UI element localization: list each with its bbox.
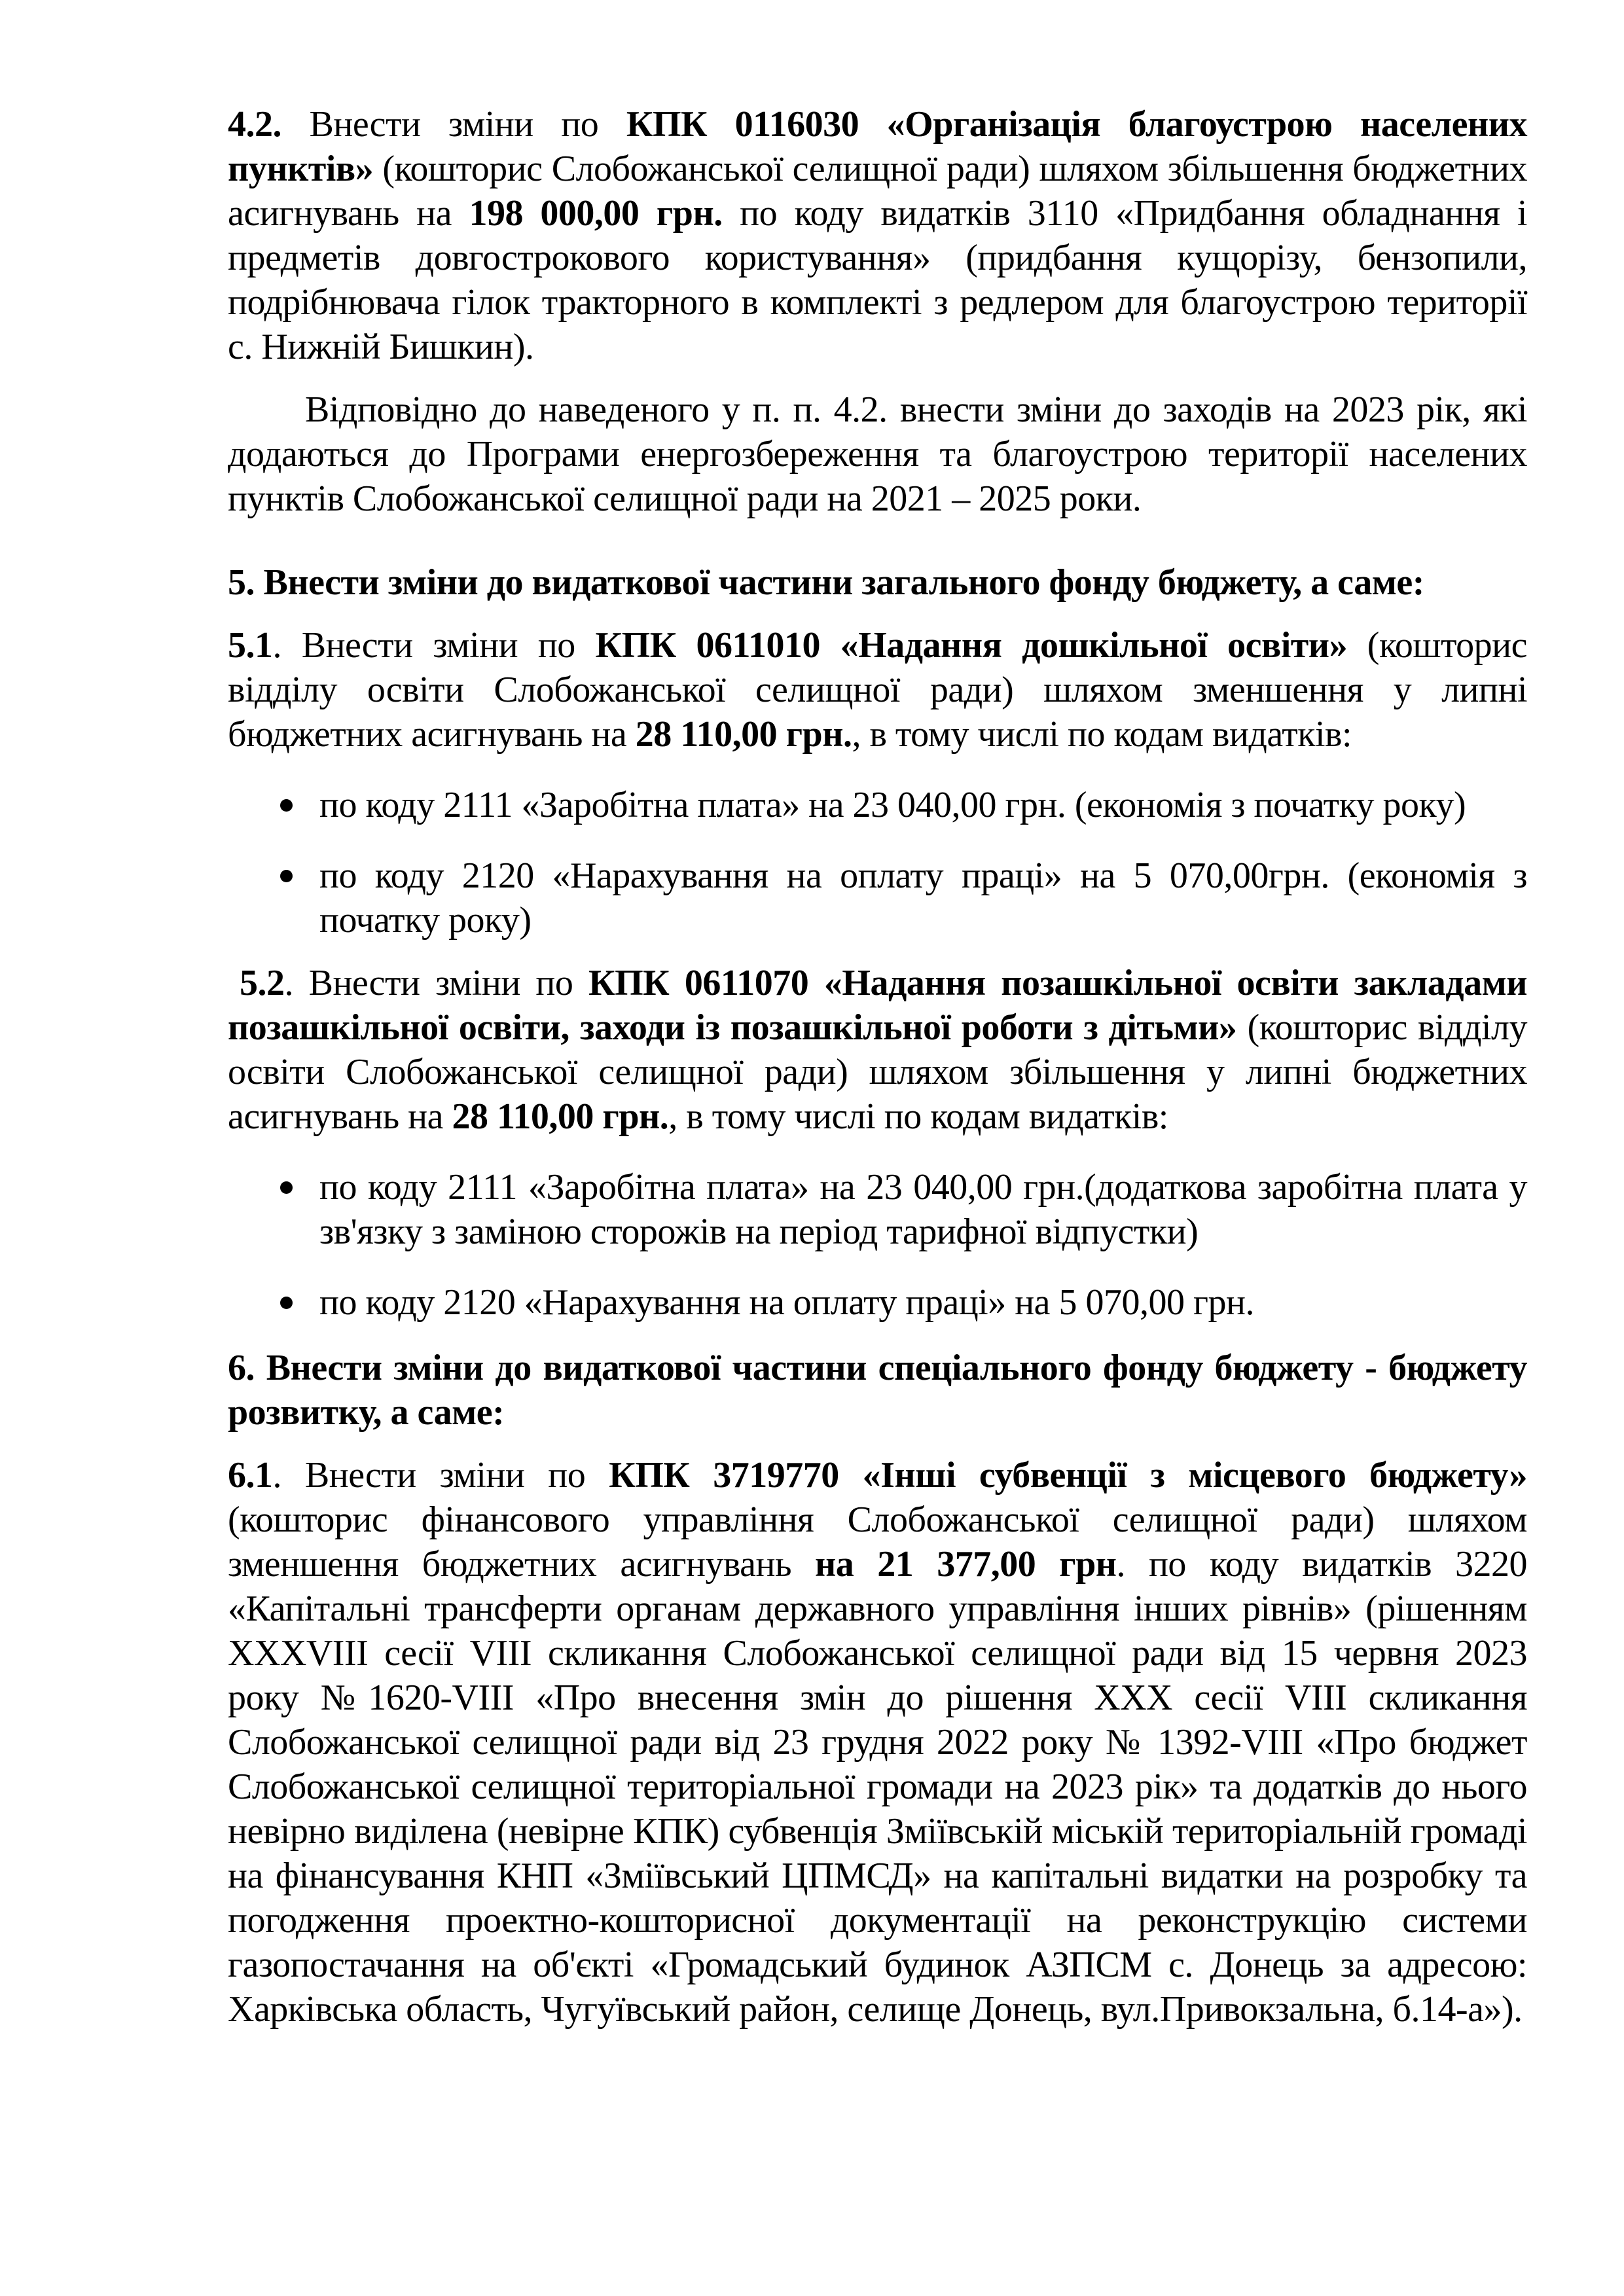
bullet-icon xyxy=(280,870,293,882)
text-run: . по коду видатків 3220 «Капітальні трансферти органам державного управління інших рівнів» (рішенням XXXVIII сесії VIII скликання Слобожанської селищної ради від 15 червня 2023 року №1620-VIII «Про внесення змін до рішення XXX сесії VIII скликання Слобожанської селищної ради від 23 грудня 2022 року № 1392-VIII «Про бюджет Слобожанської селищної територіальної громади на 2023 рік» та додатків до нього невірно виділена (невірне КПК) субвенція Зміївській міській територіальній громаді на фінансування КНП «Зміївський ЦПМСД» на капітальні видатки на розробку та погодження проектно-кошторисної документації на реконструкцію системи газопостачання на об'єкті «Громадський будинок АЗПСМ с. Донець за адресою: Харківська область, Чугуївський район, селище Донець, вул.Привокзальна, б.14-а»). xyxy=(228,1544,1528,2030)
text-run: (кошторис фінансового управління Слобожанської селищної ради) шляхом зменшення бюджетних асигнувань xyxy=(228,1499,1527,1585)
text-run: 28 110,00 грн. xyxy=(635,714,852,755)
document-body xyxy=(228,102,1527,2032)
text-run: , в тому числі по кодам видатків: xyxy=(668,1096,1168,1137)
text-run: 198 000,00 грн. xyxy=(469,193,723,234)
text-run: по коду 2111 «Заробітна плата» на 23 040,00 грн.(додаткова заробітна плата у зв'язку з заміною сторожів на період тарифної відпустки) xyxy=(319,1167,1527,1252)
text-run: (кошторис Слобожанської селищної ради) шляхом збільшення бюджетних асигнувань на xyxy=(228,149,1527,234)
expense-item-2120-second xyxy=(228,1280,1527,1325)
expense-item-2111-second xyxy=(228,1165,1527,1254)
clause-6-1 xyxy=(228,1453,1527,2032)
expense-list-5-2 xyxy=(228,1165,1527,1325)
bullet-icon xyxy=(280,799,293,812)
text-run: по коду 2111 «Заробітна плата» на 23 040,00 грн. (економія з початку року) xyxy=(319,785,1466,825)
clause-4-2 xyxy=(228,102,1527,369)
text-run: на 21 377,00 грн xyxy=(815,1544,1117,1585)
expense-item-2120 xyxy=(228,853,1527,942)
clause-5-1 xyxy=(228,623,1527,757)
text-run: Внести зміни по xyxy=(281,104,626,145)
text-run: 6.1 xyxy=(228,1455,273,1496)
text-run: , в тому числі по кодам видатків: xyxy=(852,714,1352,755)
clause-5-2 xyxy=(228,961,1527,1139)
text-run: 5.1 xyxy=(228,625,273,666)
text-run: 5.2 xyxy=(240,963,285,1003)
text-run: КПК 0116030 «Організація благоустрою населених пунктів» xyxy=(228,104,1527,189)
text-run: . Внести зміни по xyxy=(272,625,596,666)
text-run: КПК 0611010 «Надання дошкільної освіти» xyxy=(595,625,1348,666)
text-run: 5. Внести зміни до видаткової частини загального фонду бюджету, а саме: xyxy=(228,562,1424,603)
expense-list-5-1 xyxy=(228,783,1527,942)
section-6-heading xyxy=(228,1346,1527,1435)
bullet-icon xyxy=(280,1297,293,1309)
text-run: по коду 2120 «Нарахування на оплату праці» на 5 070,00 грн. xyxy=(319,1282,1254,1323)
bullet-icon xyxy=(280,1181,293,1194)
text-run: . Внести зміни по xyxy=(284,963,589,1003)
expense-item-2111 xyxy=(228,783,1527,827)
text-run: Відповідно до наведеного у п. п. 4.2. внести зміни до заходів на 2023 рік, які додаються до Програми енергозбереження та благоустрою території населених пунктів Слобожанської селищної ради на 2021 – 2025 роки. xyxy=(228,389,1527,519)
text-run: по коду 2120 «Нарахування на оплату праці» на 5 070,00грн. (економія з початку року) xyxy=(319,855,1527,941)
text-run: (кошторис відділу освіти Слобожанської селищної ради) шляхом збільшення у липні бюджетних асигнувань на xyxy=(228,1007,1527,1137)
text-run: КПК 0611070 «Надання позашкільної освіти закладами позашкільної освіти, заходи із позашкільної роботи з дітьми» xyxy=(228,963,1527,1048)
clause-4-2-note xyxy=(228,387,1527,521)
section-5-heading xyxy=(228,560,1527,605)
text-run: 6. Внести зміни до видаткової частини спеціального фонду бюджету - бюджету розвитку, а саме: xyxy=(228,1348,1527,1433)
text-run: 4.2. xyxy=(228,104,281,145)
text-run: по коду видатків 3110 «Придбання обладнання і предметів довгострокового користування» (придбання кущорізу, бензопили, подрібнювача гілок тракторного в комплекті з редлером для благоустрою території с. Нижній Бишкин). xyxy=(228,193,1527,367)
text-run: . Внести зміни по xyxy=(272,1455,609,1496)
text-run: (кошторис відділу освіти Слобожанської селищної ради) шляхом зменшення у липні бюджетних асигнувань на xyxy=(228,625,1528,755)
text-run: КПК 3719770 «Інші субвенції з місцевого бюджету» xyxy=(609,1455,1527,1496)
text-run: 28 110,00 грн. xyxy=(452,1096,669,1137)
